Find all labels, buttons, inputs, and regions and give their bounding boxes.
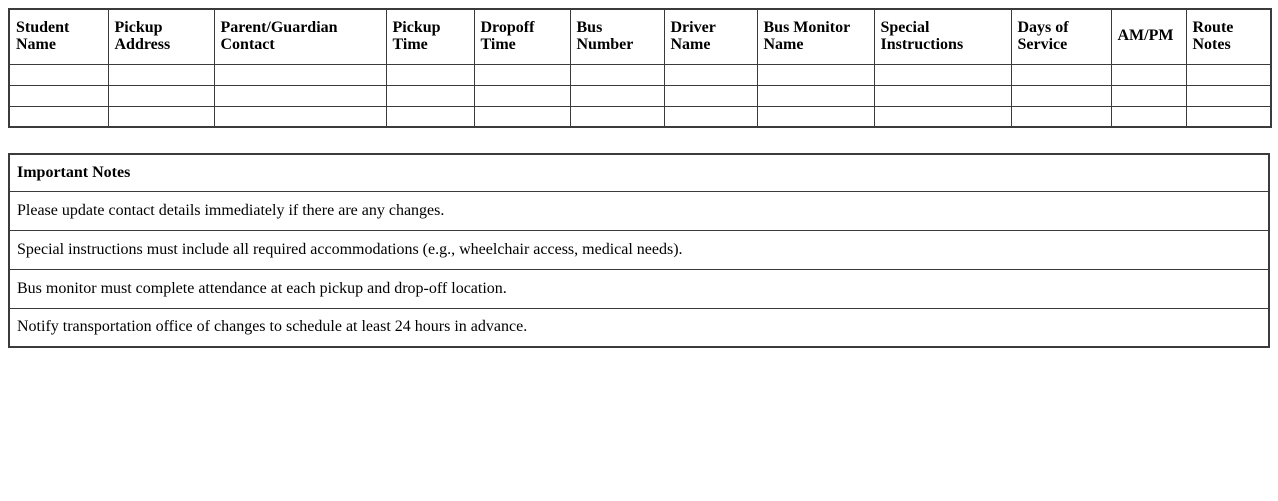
cell-pickup-time[interactable] <box>386 106 474 127</box>
notes-section-title: Important Notes <box>9 154 1269 191</box>
cell-pickup-time[interactable] <box>386 64 474 85</box>
note-row-3 <box>9 269 1269 308</box>
note-text: Notify transportation office of changes to schedule at least 24 hours in advance. <box>9 308 1269 347</box>
col-header-pickup-time: Pickup Time <box>386 9 474 64</box>
cell-parent-guardian-contact[interactable] <box>214 64 386 85</box>
schedule-empty-row-2 <box>9 85 1271 106</box>
schedule-empty-row-1 <box>9 64 1271 85</box>
cell-special-instructions[interactable] <box>874 64 1011 85</box>
schedule-empty-row-3 <box>9 106 1271 127</box>
cell-bus-monitor-name[interactable] <box>757 64 874 85</box>
cell-bus-number[interactable] <box>570 106 664 127</box>
cell-parent-guardian-contact[interactable] <box>214 85 386 106</box>
note-row-1 <box>9 191 1269 230</box>
cell-pickup-address[interactable] <box>108 85 214 106</box>
col-header-bus-number: Bus Number <box>570 9 664 64</box>
cell-driver-name[interactable] <box>664 106 757 127</box>
col-header-parent-guardian-contact: Parent/Guardian Contact <box>214 9 386 64</box>
col-header-days-of-service: Days of Service <box>1011 9 1111 64</box>
cell-driver-name[interactable] <box>664 85 757 106</box>
cell-special-instructions[interactable] <box>874 85 1011 106</box>
cell-bus-number[interactable] <box>570 64 664 85</box>
note-row-4 <box>9 308 1269 347</box>
cell-driver-name[interactable] <box>664 64 757 85</box>
cell-pickup-time[interactable] <box>386 85 474 106</box>
col-header-pickup-address: Pickup Address <box>108 9 214 64</box>
col-header-am-pm: AM/PM <box>1111 9 1186 64</box>
notes-header-row <box>9 154 1269 191</box>
cell-days-of-service[interactable] <box>1011 106 1111 127</box>
cell-am-pm[interactable] <box>1111 85 1186 106</box>
cell-dropoff-time[interactable] <box>474 85 570 106</box>
col-header-driver-name: Driver Name <box>664 9 757 64</box>
note-row-2 <box>9 230 1269 269</box>
cell-pickup-address[interactable] <box>108 106 214 127</box>
cell-bus-monitor-name[interactable] <box>757 106 874 127</box>
cell-student-name[interactable] <box>9 106 108 127</box>
cell-route-notes[interactable] <box>1186 106 1271 127</box>
cell-student-name[interactable] <box>9 64 108 85</box>
cell-bus-monitor-name[interactable] <box>757 85 874 106</box>
cell-dropoff-time[interactable] <box>474 106 570 127</box>
col-header-route-notes: Route Notes <box>1186 9 1271 64</box>
cell-am-pm[interactable] <box>1111 64 1186 85</box>
cell-dropoff-time[interactable] <box>474 64 570 85</box>
note-text: Special instructions must include all required accommodations (e.g., wheelchair access, medical needs). <box>9 230 1269 269</box>
cell-am-pm[interactable] <box>1111 106 1186 127</box>
cell-days-of-service[interactable] <box>1011 85 1111 106</box>
schedule-header-row <box>9 9 1271 64</box>
cell-special-instructions[interactable] <box>874 106 1011 127</box>
col-header-special-instructions: Special Instructions <box>874 9 1011 64</box>
cell-route-notes[interactable] <box>1186 85 1271 106</box>
schedule-table <box>8 8 1272 128</box>
col-header-student-name: Student Name <box>9 9 108 64</box>
col-header-dropoff-time: Dropoff Time <box>474 9 570 64</box>
cell-pickup-address[interactable] <box>108 64 214 85</box>
cell-bus-number[interactable] <box>570 85 664 106</box>
important-notes-table <box>8 153 1270 348</box>
cell-student-name[interactable] <box>9 85 108 106</box>
note-text: Bus monitor must complete attendance at each pickup and drop-off location. <box>9 269 1269 308</box>
col-header-bus-monitor-name: Bus Monitor Name <box>757 9 874 64</box>
cell-route-notes[interactable] <box>1186 64 1271 85</box>
note-text: Please update contact details immediately if there are any changes. <box>9 191 1269 230</box>
cell-parent-guardian-contact[interactable] <box>214 106 386 127</box>
cell-days-of-service[interactable] <box>1011 64 1111 85</box>
